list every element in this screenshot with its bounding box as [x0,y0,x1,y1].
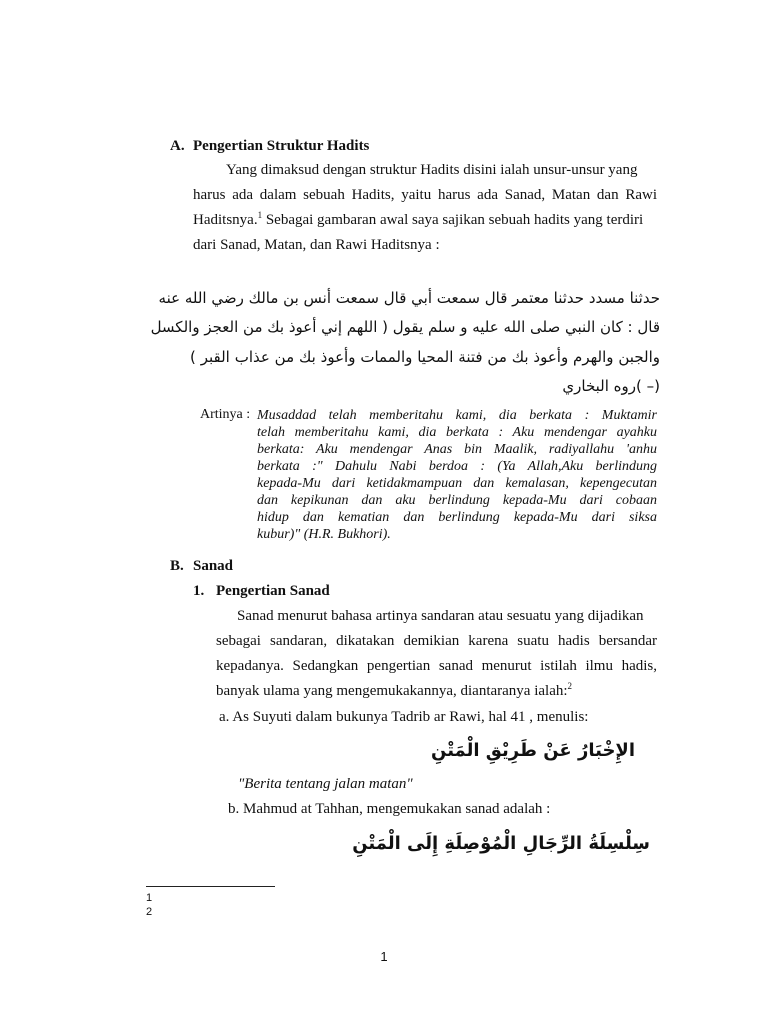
para-b-line4-pre: banyak ulama yang mengemukakannya, diantaranya ialah: [216,683,568,699]
subsection-1-title: Pengertian Sanad [216,583,330,599]
footnote-separator [146,886,275,887]
artinya-translation [257,407,657,543]
arabic-definition-a: الإِخْبَارُ عَنْ طَرِيْقِ الْمَتْنِ [431,740,635,761]
hadith-arabic-line4: (– )روه البخاري [562,377,660,395]
artinya-line: berkata :" Dahulu Nabi berdoa : (Ya Allah,Aku berlindung [257,459,657,474]
hadith-arabic-line1: حدثنا مسدد حدثنا معتمر قال سمعت أبي قال سمعت أنس بن مالك رضي الله عنه [158,289,660,307]
section-a-para-line4: dari Sanad, Matan, dan Rawi Haditsnya : [193,237,440,253]
footnote-1-number: 1 [146,892,153,904]
arabic-definition-b: سِلْسِلَةُ الرِّجَالِ الْمُوْصِلَةِ إِلَى الْمَتْنِ [352,833,650,854]
quote-a: "Berita tentang jalan matan" [238,776,413,792]
section-b-para-line1: Sanad menurut bahasa artinya sandaran atau sesuatu yang dijadikan [237,608,644,624]
list-item-b: b. Mahmud at Tahhan, mengemukakan sanad adalah : [228,801,551,817]
section-b-para-line2: sebagai sandaran, dikatakan demikian karena suatu hadis bersandar [216,633,657,649]
artinya-line: Musaddad telah memberitahu kami, dia berkata : Muktamir [257,408,657,423]
section-a-para-line2: harus ada dalam sebuah Hadits, yaitu harus ada Sanad, Matan dan Rawi [193,187,657,203]
artinya-line: kubur)" (H.R. Bukhori). [257,527,391,542]
artinya-line: kepada-Mu dari ketidakmampuan dan kemalasan, kepengecutan [257,476,657,491]
hadith-arabic-line3: والجبن والهرم وأعوذ بك من فتنة المحيا والممات وأعوذ بك من عذاب القبر ) [190,348,660,366]
section-a-para-line1: Yang dimaksud dengan struktur Hadits disini ialah unsur-unsur yang [226,162,638,178]
artinya-line: hidup dan kematian dan berlindung kepada-Mu dari siksa [257,510,657,525]
footnote-2-number: 2 [146,906,153,918]
para-line3-pre: Haditsnya. [193,212,258,228]
artinya-line: telah memberitahu kami, dia berkata : Aku mendengar ayahku [257,425,657,440]
footnote-ref-2: 2 [567,681,573,691]
list-item-a: a. As Suyuti dalam bukunya Tadrib ar Rawi, hal 41 , menulis: [219,709,589,725]
section-b-para-line4 [216,683,572,700]
section-a-marker: A. [170,138,185,154]
section-b-title: Sanad [193,558,234,574]
artinya-line: berkata: Aku mendengar Anas bin Maalik, radiyallahu 'anhu [257,442,657,457]
para-line3-post: Sebagai gambaran awal saya sajikan sebuah hadits yang terdiri [262,212,644,228]
artinya-label: Artinya : [200,407,251,422]
artinya-line: dan kepikunan dan aku berlindung kepada-Mu dari cobaan [257,493,657,508]
hadith-arabic-line2: قال : كان النبي صلى الله عليه و سلم يقول ( اللهم إني أعوذ بك من العجز والكسل [150,318,660,336]
section-b-marker: B. [170,558,184,574]
footnote-ref-1: 1 [257,210,263,220]
page-number: 1 [380,949,388,964]
subsection-1-marker: 1. [193,583,205,599]
section-b-para-line3: kepadanya. Sedangkan pengertian sanad menurut istilah ilmu hadis, [216,658,657,674]
section-a-title: Pengertian Struktur Hadits [193,138,370,154]
section-a-para-line3 [193,212,643,229]
